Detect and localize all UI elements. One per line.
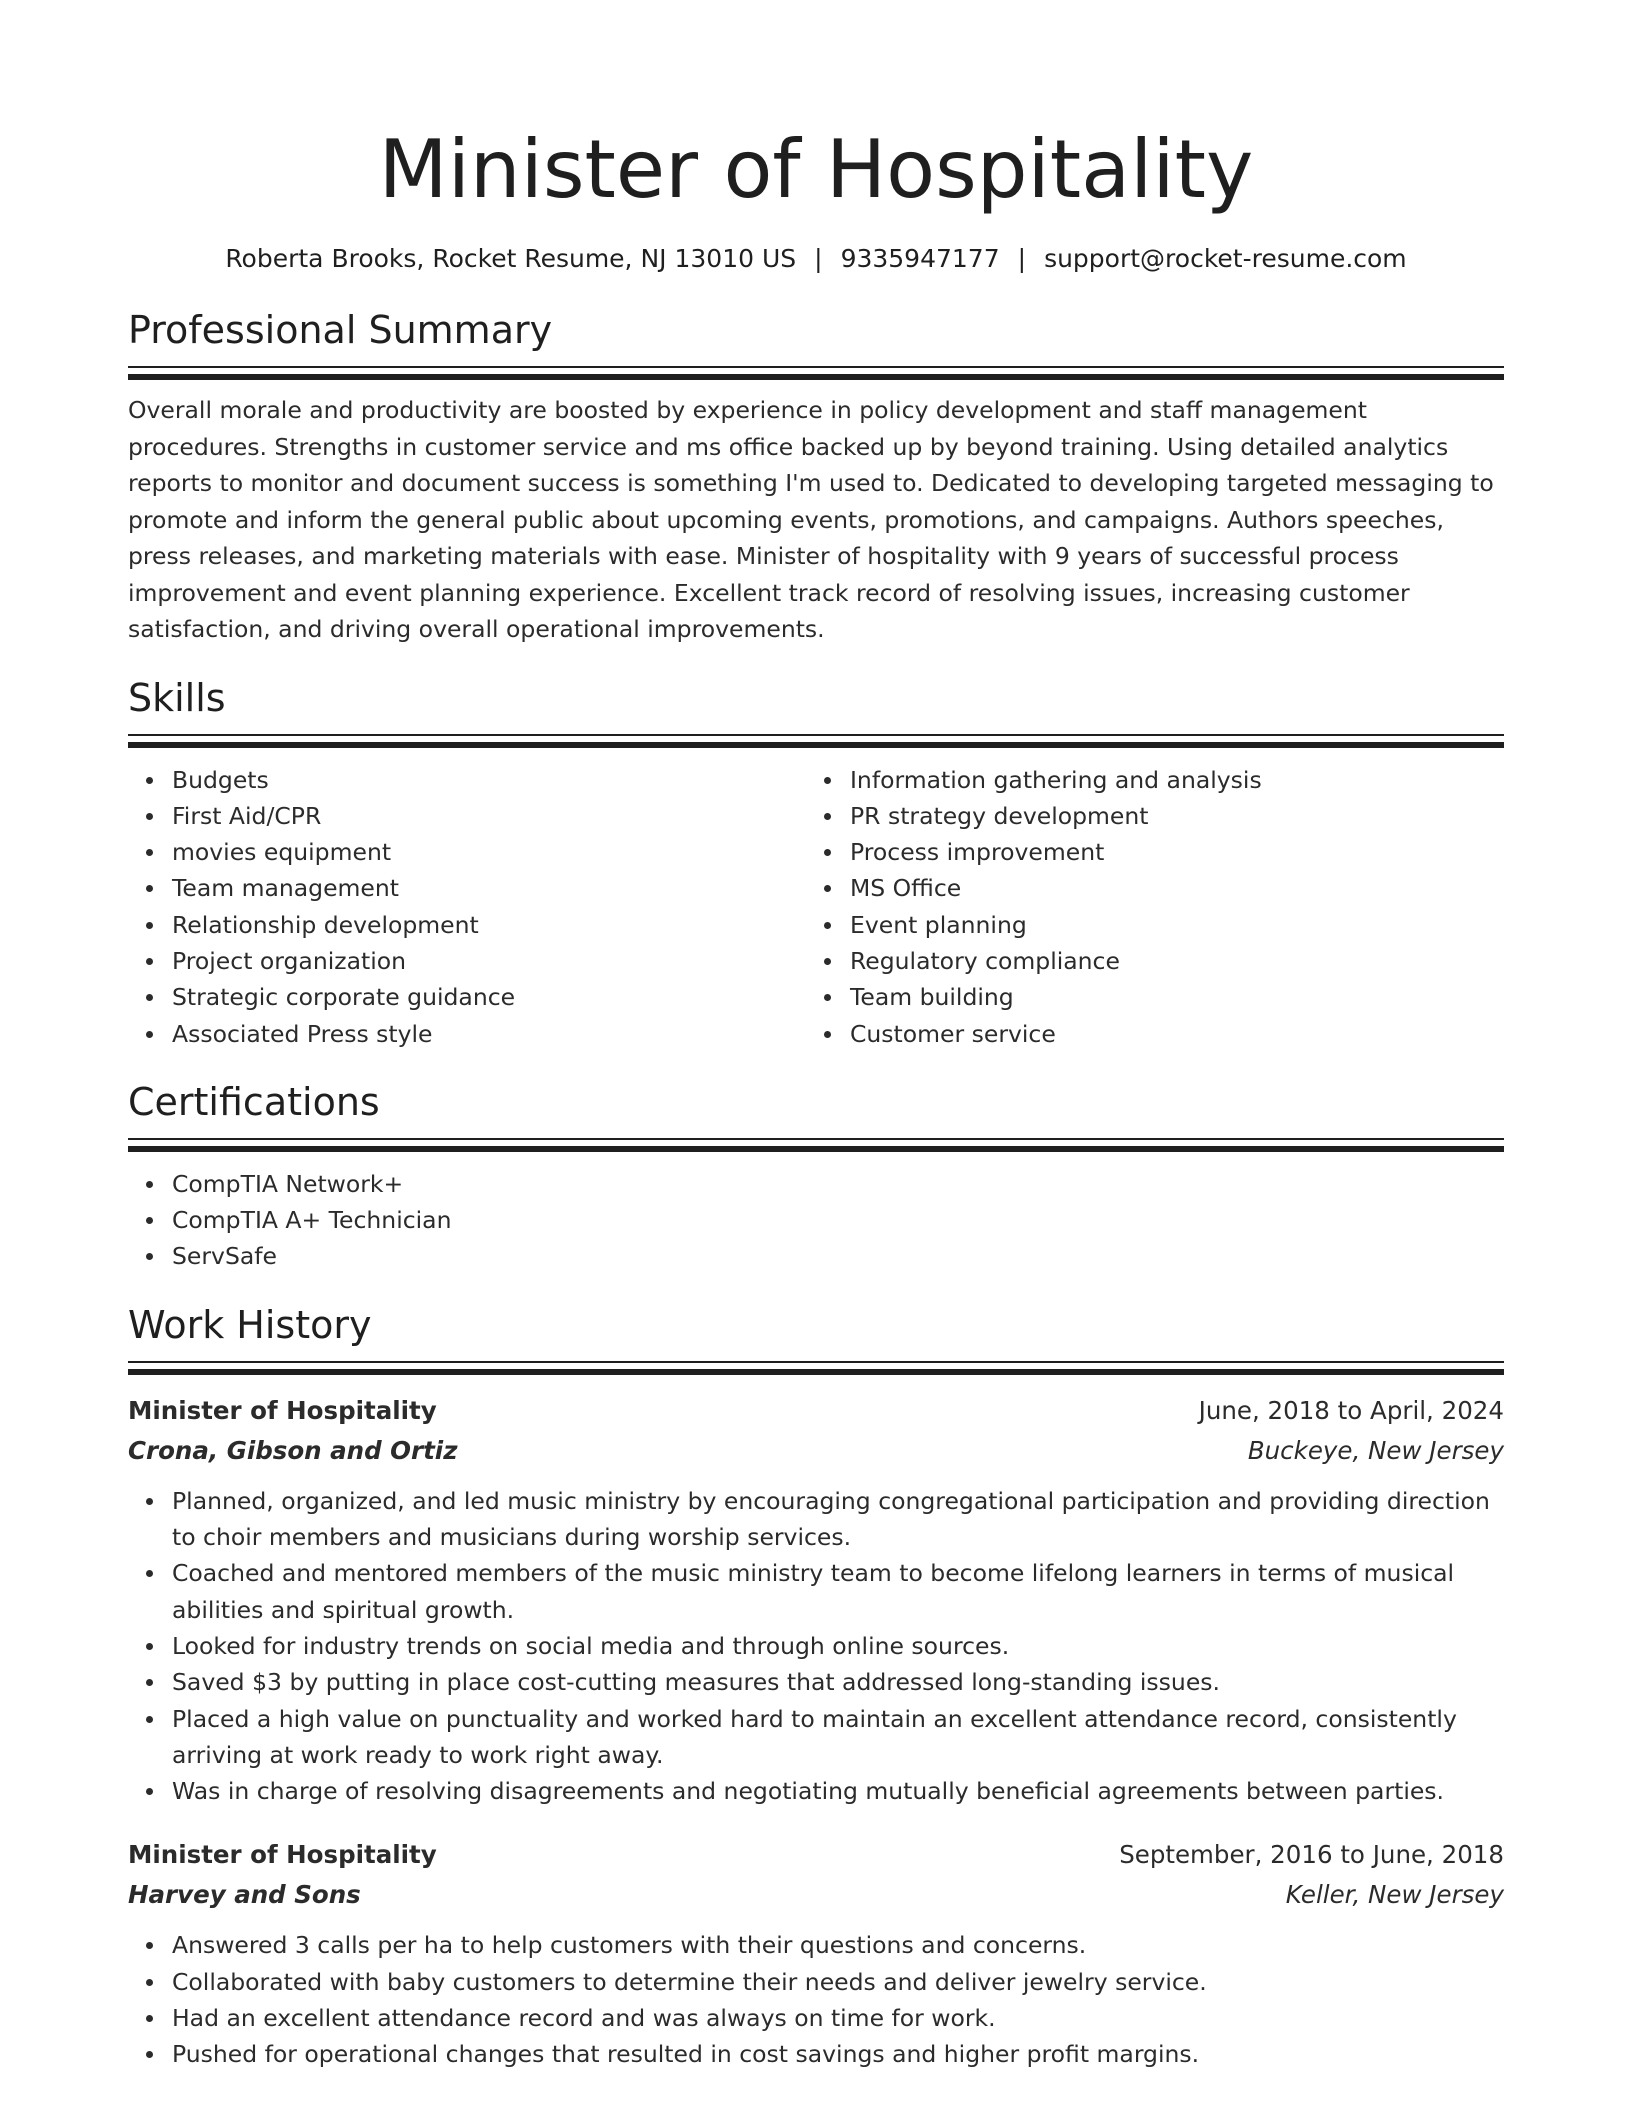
skill-item: MS Office [850,870,1484,906]
contact-email[interactable]: support@rocket-resume.com [1044,244,1407,273]
skill-item: Regulatory compliance [850,943,1484,979]
job-bullet: Answered 3 calls per ha to help customers with their questions and concerns. [172,1927,1504,1963]
job-bullet: Coached and mentored members of the music ministry team to become lifelong learners in terms of musical abilities and spiritual growth. [172,1555,1504,1628]
work-history-section [128,1301,1504,2073]
skill-item: Relationship development [172,907,806,943]
skill-item: Project organization [172,943,806,979]
certification-item: CompTIA Network+ [172,1166,1504,1202]
job-subheader-row [128,1875,1504,1915]
section-divider [128,366,1504,380]
certification-item: ServSafe [172,1238,1504,1274]
job-location: Keller, New Jersey [1285,1880,1504,1910]
job-location: Buckeye, New Jersey [1247,1435,1504,1465]
summary-text: Overall morale and productivity are boosted by experience in policy development and staff management procedures. Strengths in customer service and ms office backed up by beyond training. Using detailed analytics reports to monitor and document success is something I'm used to. Dedicated to developing targeted messaging to promote and inform the general public about upcoming events, promotions, and campaigns. Authors speeches, press releases, and marketing materials with ease. Minister of hospitality with 9 years of successful process improvement and event planning experience. Excellent track record of resolving issues, increasing customer satisfaction, and driving overall operational improvements. [128,396,1494,643]
skill-item: Process improvement [850,834,1484,870]
skills-column-left [128,762,806,1052]
skill-item: Associated Press style [172,1016,806,1052]
job-title: Minister of Hospitality [128,1395,437,1425]
skill-item: Event planning [850,907,1484,943]
skill-item: Team management [172,870,806,906]
job-bullet: Collaborated with baby customers to determine their needs and deliver jewelry service. [172,1964,1504,2000]
job-company: Crona, Gibson and Ortiz [128,1435,458,1465]
job-bullet: Had an excellent attendance record and was always on time for work. [172,2000,1504,2036]
certifications-list [128,1166,1504,1275]
job-dates: June, 2018 to April, 2024 [1198,1395,1504,1425]
job-bullet: Was in charge of resolving disagreements and negotiating mutually beneficial agreements between parties. [172,1773,1504,1809]
skills-grid [128,762,1504,1052]
skills-column-right [806,762,1484,1052]
resume-page [128,0,1504,2073]
resume-title: Minister of Hospitality [378,123,1254,216]
job-entry [128,1835,1504,2072]
section-heading-summary: Professional Summary [128,308,553,352]
job-subheader-row [128,1431,1504,1471]
section-divider [128,734,1504,748]
job-bullet: Looked for industry trends on social media and through online sources. [172,1628,1504,1664]
contact-phone: 9335947177 [840,244,1000,273]
section-heading-work-history: Work History [128,1302,372,1347]
contact-line [128,242,1504,276]
skill-item: Team building [850,979,1484,1015]
certification-item: CompTIA A+ Technician [172,1202,1504,1238]
job-title: Minister of Hospitality [128,1840,437,1870]
skill-item: Information gathering and analysis [850,762,1484,798]
skills-list-left [128,762,806,1052]
skill-item: First Aid/CPR [172,798,806,834]
job-bullet: Saved $3 by putting in place cost-cutting measures that addressed long-standing issues. [172,1664,1504,1700]
job-bullets [128,1927,1504,2072]
job-header-row [128,1391,1504,1431]
contact-separator: | [1017,244,1027,273]
job-bullet: Planned, organized, and led music ministry by encouraging congregational participation and providing direction to choir members and musicians during worship services. [172,1483,1504,1556]
summary-section [128,306,1504,648]
job-bullets [128,1483,1504,1810]
section-divider [128,1361,1504,1375]
skills-list-right [806,762,1484,1052]
section-heading-skills: Skills [128,675,226,720]
skill-item: movies equipment [172,834,806,870]
job-company: Harvey and Sons [128,1880,361,1910]
skill-item: PR strategy development [850,798,1484,834]
contact-separator: | [814,244,823,273]
section-heading-certifications: Certifications [128,1079,380,1124]
job-bullet: Pushed for operational changes that resulted in cost savings and higher profit margins. [172,2036,1504,2072]
job-bullet: Placed a high value on punctuality and worked hard to maintain an excellent attendance record, consistently arriving at work ready to work right away. [172,1701,1504,1774]
skill-item: Budgets [172,762,806,798]
skills-section [128,674,1504,1052]
certifications-section [128,1078,1504,1275]
skill-item: Strategic corporate guidance [172,979,806,1015]
job-entry [128,1391,1504,1810]
job-header-row [128,1835,1504,1875]
job-dates: September, 2016 to June, 2018 [1119,1840,1504,1870]
section-divider [128,1138,1504,1152]
contact-address: Roberta Brooks, Rocket Resume, NJ 13010 US [225,244,797,273]
skill-item: Customer service [850,1016,1484,1052]
